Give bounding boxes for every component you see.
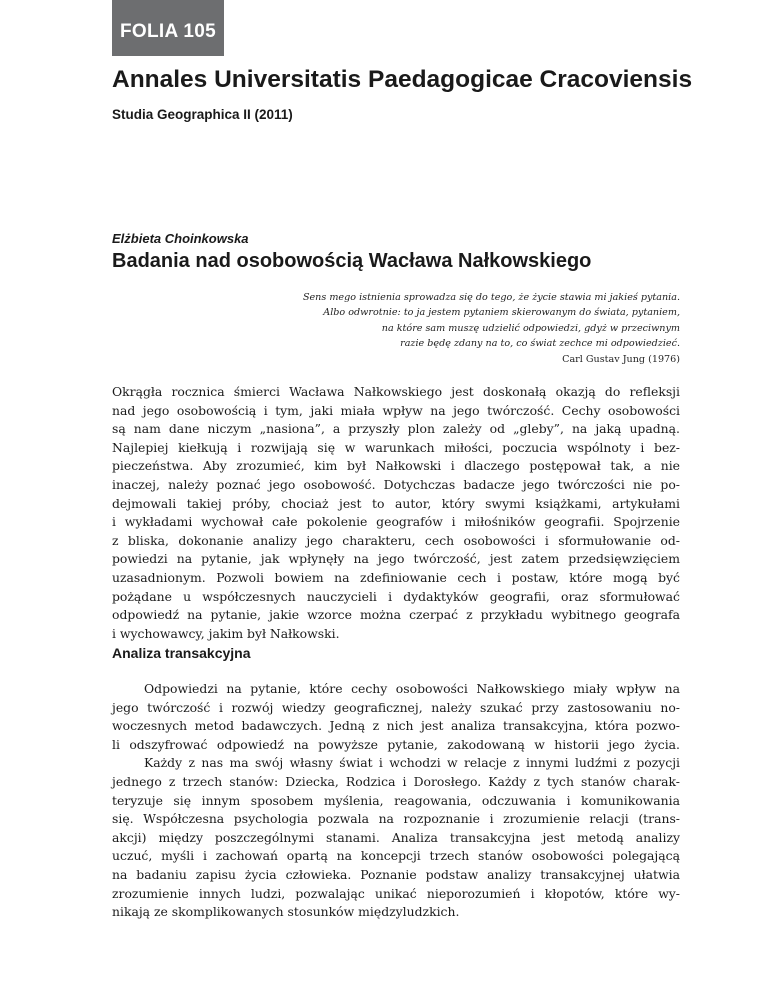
epigraph bbox=[303, 290, 680, 367]
article-author: Elżbieta Choinkowska bbox=[112, 231, 249, 246]
epigraph-line: na które sam muszę udzielić odpowiedzi, gdyż w przeciwnym bbox=[381, 322, 680, 334]
text-line: jego twórczość i rozwój wiedzy geograficznej, należy szukać przy zastosowaniu no- bbox=[112, 699, 680, 715]
text-line: nad jego osobowością i tym, jaki miała wpływ na jego twórczość. Cechy osobowości bbox=[112, 402, 680, 418]
text-line: na badaniu zapisu życia człowieka. Poznanie podstaw analizy transakcyjnej ułatwia bbox=[112, 866, 680, 882]
section-paragraph bbox=[112, 680, 680, 922]
text-line: i wykładami wychował całe pokolenie geografów i miłośników geografii. Spojrzenie bbox=[112, 514, 680, 530]
journal-title: Annales Universitatis Paedagogicae Cracoviensis bbox=[112, 66, 693, 93]
folia-badge: FOLIA 105 bbox=[112, 0, 224, 56]
text-line: dejmowali takiej próby, chociaż jest to autor, który swymi książkami, artykułami bbox=[112, 495, 680, 511]
section-heading: Analiza transakcyjna bbox=[112, 645, 251, 661]
text-line: Okrągła rocznica śmierci Wacława Nałkowskiego jest doskonałą okazją do refleksji bbox=[112, 384, 680, 399]
text-line: są nam dane niczym „nasiona”, a przyszły plon zależy od „gleby”, na jaką upadną. bbox=[112, 421, 680, 437]
text-line: akcji) między poszczególnymi stanami. Analiza transakcyjna jest metodą analizy bbox=[112, 829, 680, 845]
text-line: teryzuje się innym sposobem myślenia, reagowania, odczuwania i komunikowania bbox=[112, 792, 680, 808]
epigraph-line: razie będę zdany na to, co świat zechce mi odpowiedzieć. bbox=[400, 338, 680, 350]
text-line: nikają ze skomplikowanych stosunków międzyludzkich. bbox=[112, 904, 460, 920]
text-line: Odpowiedzi na pytanie, które cechy osobowości Nałkowskiego miały wpływ na bbox=[144, 681, 680, 696]
text-line: z bliska, dokonanie analizy jego charakteru, cech osobowości i sformułowanie od- bbox=[112, 532, 680, 548]
text-line: się. Współczesna psychologia pozwala na rozpoznanie i zrozumienie relacji (trans- bbox=[112, 811, 680, 827]
text-line: uzasadnionym. Pozwoli bowiem na zdefiniowanie cech i postaw, które mogą być bbox=[112, 569, 680, 585]
text-line: jednego z trzech stanów: Dziecka, Rodzica i Dorosłego. Każdy z tych stanów charak- bbox=[112, 773, 680, 789]
epigraph-line: Albo odwrotnie: to ja jestem pytaniem skierowanym do świata, pytaniem, bbox=[323, 307, 680, 319]
text-line: zrozumienie innych ludzi, pozwalając unikać nieporozumień i kłopotów, które wy- bbox=[112, 885, 680, 901]
text-line: odpowiedź na pytanie, jakie wzorce można czerpać z przykładu wybitnego geografa bbox=[112, 607, 680, 623]
series-title: Studia Geographica II (2011) bbox=[112, 107, 293, 122]
text-line: i wychowawcy, jakim był Nałkowski. bbox=[112, 625, 340, 641]
text-line: pieczeństwa. Aby zrozumieć, kim był Nałkowski i dlaczego postępował tak, a nie bbox=[112, 458, 680, 474]
epigraph-source: Carl Gustav Jung (1976) bbox=[562, 353, 680, 365]
epigraph-line: Sens mego istnienia sprowadza się do tego, że życie stawia mi jakieś pytania. bbox=[302, 292, 680, 303]
article-title: Badania nad osobowością Wacława Nałkowskiego bbox=[112, 250, 592, 272]
text-line: li odszyfrować odpowiedź na powyższe pytanie, zakodowaną w historii jego życia. bbox=[112, 736, 680, 752]
intro-paragraph bbox=[112, 383, 680, 643]
text-line: Każdy z nas ma swój własny świat i wchodzi w relacje z innymi ludźmi z pozycji bbox=[144, 755, 680, 771]
text-line: Najlepiej kiełkują i rozwijają się w warunkach miłości, poczucia wspólnoty i bez- bbox=[112, 439, 680, 455]
text-line: uczuć, myśli i zachowań opartą na koncepcji trzech stanów osobowości polegającą bbox=[112, 848, 680, 864]
text-line: inaczej, należy poznać jego osobowość. Dotychczas badacze jego twórczości nie po- bbox=[112, 476, 680, 492]
text-line: pożądane u współczesnych nauczycieli i dydaktyków geografii, oraz sformułować bbox=[112, 588, 680, 604]
text-line: woczesnych metod badawczych. Jedną z nich jest analiza transakcyjna, która pozwo- bbox=[112, 718, 680, 734]
text-line: powiedzi na pytanie, jak wpłynęły na jego twórczość, jest zatem przedsięwzięciem bbox=[112, 551, 680, 567]
